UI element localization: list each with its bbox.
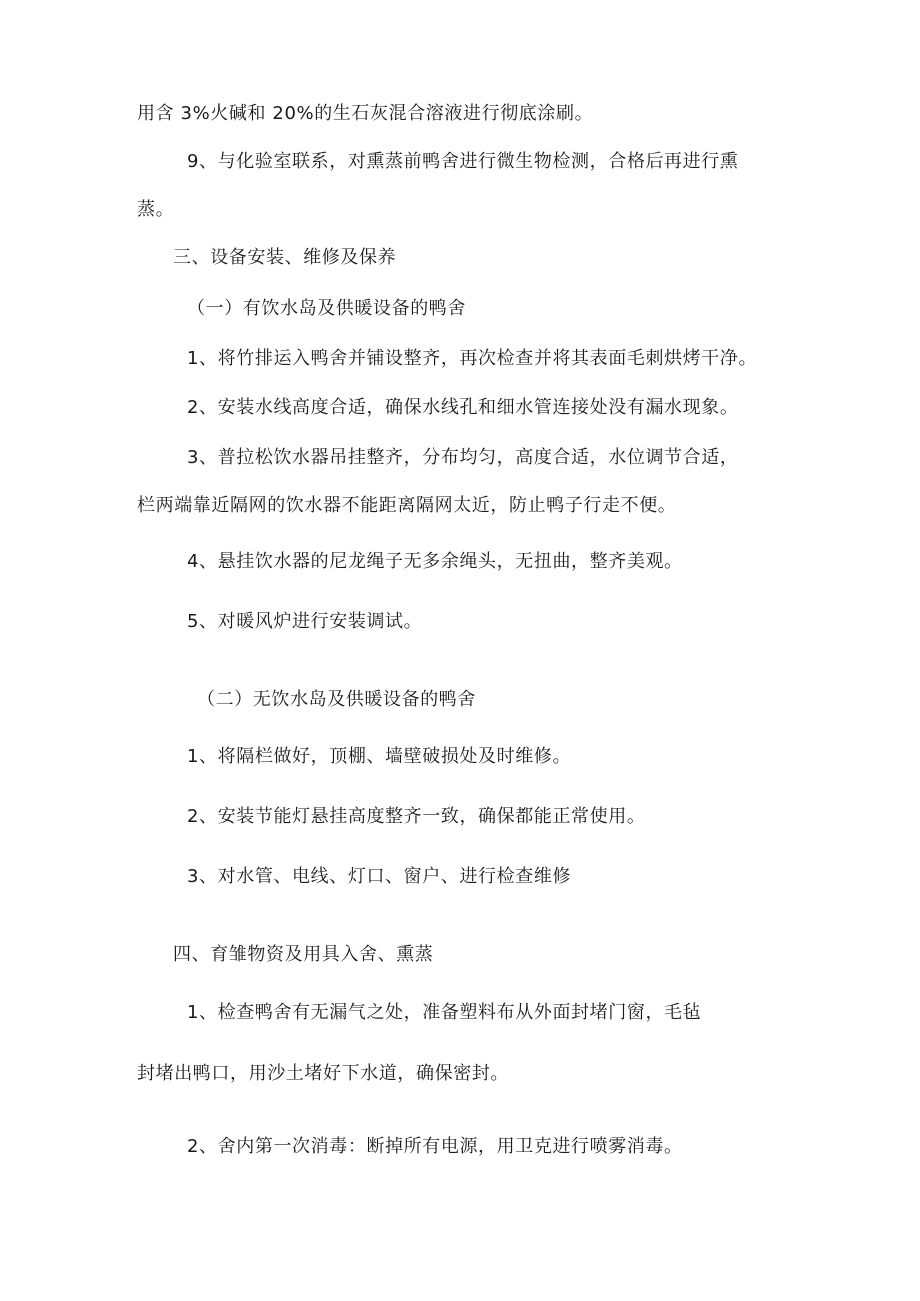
section-heading-4: 四、育雏物资及用具入舍、熏蒸 [173,944,434,965]
paragraph-line-13: 1、将隔栏做好，顶棚、墙壁破损处及时维修。 [187,746,572,767]
paragraph-line-3: 蒸。 [137,199,175,220]
paragraph-line-8: 3、普拉松饮水器吊挂整齐，分布均匀，高度合适，水位调节合适， [187,447,739,468]
section-heading-3: 三、设备安装、维修及保养 [173,247,397,268]
paragraph-line-2: 9、与化验室联系，对熏蒸前鸭舍进行微生物检测，合格后再进行熏 [187,151,739,172]
paragraph-line-11: 5、对暖风炉进行安装调试。 [187,611,423,632]
paragraph-line-17: 1、检查鸭舍有无漏气之处，准备塑料布从外面封堵门窗，毛毡 [187,1002,702,1023]
paragraph-line-6: 1、将竹排运入鸭舍并铺设整齐，再次检查并将其表面毛刺烘烤干净。 [187,348,758,369]
paragraph-line-7: 2、安装水线高度合适，确保水线孔和细水管连接处没有漏水现象。 [187,397,739,418]
paragraph-line-15: 3、对水管、电线、灯口、窗户、进行检查维修 [187,866,572,887]
paragraph-line-1: 用含 3%火碱和 20%的生石灰混合溶液进行彻底涂刷。 [137,103,594,124]
subsection-heading-1: （一）有饮水岛及供暖设备的鸭舍 [187,298,466,319]
paragraph-line-18: 封堵出鸭口，用沙土堵好下水道，确保密封。 [137,1063,509,1084]
paragraph-line-14: 2、安装节能灯悬挂高度整齐一致，确保都能正常使用。 [187,806,646,827]
paragraph-line-9: 栏两端靠近隔网的饮水器不能距离隔网太近，防止鸭子行走不便。 [137,495,677,516]
paragraph-line-10: 4、悬挂饮水器的尼龙绳子无多余绳头，无扭曲，整齐美观。 [187,551,683,572]
subsection-heading-2: （二）无饮水岛及供暖设备的鸭舍 [197,689,476,710]
paragraph-line-19: 2、舍内第一次消毒：断掉所有电源，用卫克进行喷雾消毒。 [187,1136,683,1157]
